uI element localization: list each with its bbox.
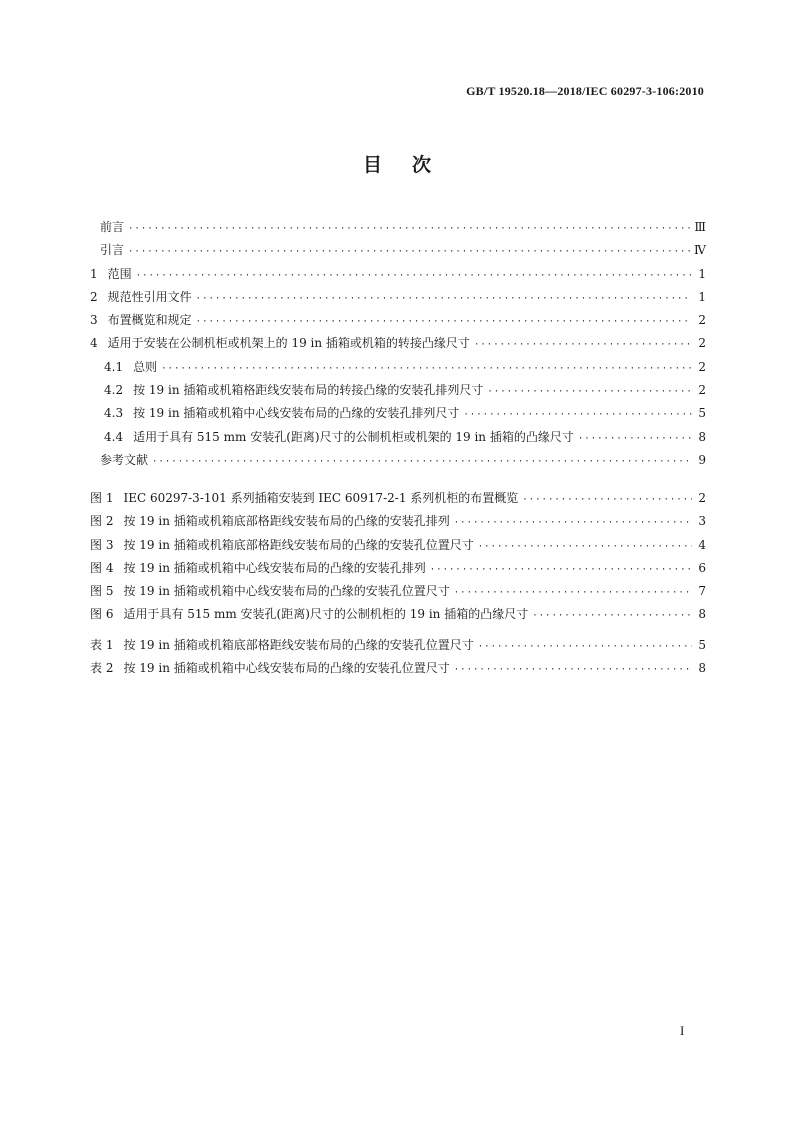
figure-number: 图 4 [90, 560, 114, 575]
figure-entry[interactable] [90, 536, 706, 559]
leader-dots [161, 364, 692, 374]
leader-dots [196, 294, 692, 304]
leader-dots [136, 271, 692, 281]
figure-page: 7 [698, 584, 706, 599]
toc-entry-page: 5 [698, 406, 706, 421]
table-title: 按 19 in 插箱或机箱中心线安装布局的凸缘的安装孔位置尺寸 [123, 661, 450, 676]
leader-dots [152, 457, 692, 467]
table-number: 表 1 [90, 638, 114, 652]
toc-entry-page: 8 [698, 429, 706, 444]
leader-dots [478, 642, 692, 652]
leader-dots [454, 588, 692, 598]
leader-dots [463, 410, 692, 420]
toc-entry[interactable] [90, 288, 706, 311]
toc-entry-page: Ⅳ [694, 243, 706, 258]
toc-entry[interactable] [90, 404, 706, 427]
toc-entry-title: 布置概览和规定 [107, 313, 192, 328]
figure-number: 图 1 [90, 491, 114, 505]
toc-entry-page: Ⅲ [694, 220, 706, 234]
figure-title: 按 19 in 插箱或机箱底部格距线安装布局的凸缘的安装孔排列 [123, 514, 450, 529]
page-number: I [680, 1023, 685, 1038]
toc-main-list [90, 218, 706, 474]
table-entry[interactable] [90, 659, 706, 682]
figure-page: 6 [698, 560, 706, 575]
toc-entry-title: 总则 [133, 359, 158, 374]
toc-entry[interactable] [90, 451, 706, 474]
figure-entry[interactable] [90, 489, 706, 512]
toc-entry-page: 2 [698, 313, 706, 328]
toc-entry-page: 1 [698, 266, 706, 281]
toc-entry[interactable] [90, 218, 706, 241]
toc-entry-number: 3 [90, 313, 98, 328]
leader-dots [128, 247, 690, 257]
leader-dots [196, 317, 692, 327]
table-page: 8 [698, 661, 706, 676]
toc-entry[interactable] [90, 311, 706, 334]
list-of-figures [90, 489, 706, 629]
figure-entry[interactable] [90, 559, 706, 582]
leader-dots [532, 611, 692, 621]
toc-entry-title: 规范性引用文件 [107, 289, 192, 304]
figure-title: 按 19 in 插箱或机箱底部格距线安装布局的凸缘的安装孔位置尺寸 [123, 537, 474, 552]
toc-entry-title: 参考文献 [100, 452, 149, 467]
figure-entry[interactable] [90, 582, 706, 605]
standard-code: GB/T 19520.18—2018/IEC 60297-3-106:2010 [466, 84, 704, 98]
figure-page: 4 [698, 537, 706, 552]
toc-entry-number: 4.4 [104, 429, 124, 444]
toc-entry-number: 1 [90, 266, 98, 281]
toc-entry[interactable] [90, 381, 706, 404]
figure-number: 图 6 [90, 607, 114, 622]
toc-entry-page: 2 [698, 359, 706, 374]
toc-entry-title: 适用于安装在公制机柜或机架上的 19 in 插箱或机箱的转接凸缘尺寸 [107, 336, 470, 351]
table-title: 按 19 in 插箱或机箱底部格距线安装布局的凸缘的安装孔位置尺寸 [123, 638, 474, 652]
page-title: 目次 [362, 154, 461, 176]
leader-dots [430, 565, 692, 575]
figure-number: 图 5 [90, 584, 114, 599]
figure-entry[interactable] [90, 605, 706, 628]
toc-entry-page: 2 [698, 383, 706, 398]
toc-entry-number: 4 [90, 336, 98, 351]
leader-dots [454, 518, 692, 528]
toc-entry-title: 范围 [107, 266, 132, 281]
leader-dots [578, 434, 692, 444]
toc-entry-title: 按 19 in 插箱或机箱格距线安装布局的转接凸缘的安装孔排列尺寸 [133, 383, 484, 398]
toc-entry-page: 9 [698, 452, 706, 467]
figure-page: 2 [698, 491, 706, 505]
toc-entry-number: 2 [90, 289, 98, 304]
toc-entry-page: 2 [698, 336, 706, 351]
toc-entry-number: 4.2 [104, 383, 124, 398]
toc-entry-page: 1 [698, 289, 706, 304]
leader-dots [474, 340, 692, 350]
table-entry[interactable] [90, 636, 706, 659]
figure-number: 图 3 [90, 537, 114, 552]
figure-page: 8 [698, 607, 706, 622]
figure-title: 按 19 in 插箱或机箱中心线安装布局的凸缘的安装孔位置尺寸 [123, 584, 450, 599]
toc-entry[interactable] [90, 241, 706, 264]
figure-page: 3 [698, 514, 706, 529]
toc-entry-number: 4.3 [104, 406, 124, 421]
figure-title: IEC 60297-3-101 系列插箱安装到 IEC 60917-2-1 系列机柜的布置概览 [123, 491, 519, 505]
toc-entry[interactable] [90, 358, 706, 381]
figure-title: 按 19 in 插箱或机箱中心线安装布局的凸缘的安装孔排列 [123, 560, 426, 575]
toc-entry-title: 按 19 in 插箱或机箱中心线安装布局的凸缘的安装孔排列尺寸 [133, 406, 460, 421]
leader-dots [522, 495, 692, 505]
leader-dots [478, 542, 692, 552]
toc-entry[interactable] [90, 428, 706, 451]
toc-entry[interactable] [90, 265, 706, 288]
leader-dots [128, 224, 690, 234]
toc-entry-title: 适用于具有 515 mm 安装孔(距离)尺寸的公制机柜或机架的 19 in 插箱的凸缘尺寸 [133, 429, 574, 444]
figure-entry[interactable] [90, 512, 706, 535]
leader-dots [454, 665, 692, 675]
toc-entry[interactable] [90, 334, 706, 357]
figure-number: 图 2 [90, 514, 114, 529]
toc-entry-number: 4.1 [104, 359, 124, 374]
table-page: 5 [698, 638, 706, 652]
list-of-tables [90, 636, 706, 683]
toc-entry-title: 引言 [100, 243, 125, 258]
figure-title: 适用于具有 515 mm 安装孔(距离)尺寸的公制机柜的 19 in 插箱的凸缘尺寸 [123, 607, 529, 622]
toc-entry-title: 前言 [100, 220, 125, 234]
table-number: 表 2 [90, 661, 114, 676]
leader-dots [487, 387, 692, 397]
